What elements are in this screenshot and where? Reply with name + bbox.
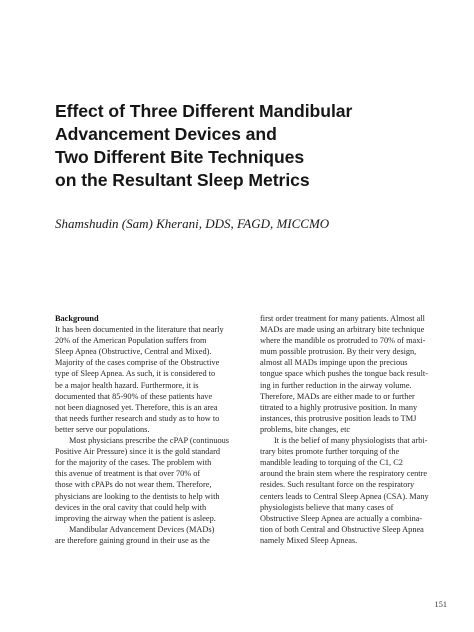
text-line: trary bites promote further torquing of the [260,447,400,457]
text-line: type of Sleep Apnea. As such, it is considered to [55,369,216,379]
left-column-body [55,324,237,546]
text-line: documented that 85-90% of these patients have [55,391,213,401]
text-line: Obstructive Sleep Apnea are actually a combina- [260,513,423,523]
text-line: Majority of the cases comprise of the Obstructive [55,358,220,368]
text-line: physicians are looking to the dentists to help with [55,491,220,501]
text-line: first order treatment for many patients. Almost all [260,314,425,323]
text-line: physiologists believe that many cases of [260,502,394,512]
title-line: Effect of Three Different Mandibular [55,101,353,121]
section-heading: Background [55,314,99,323]
text-line: not been diagnosed yet. Therefore, this is an area [55,402,218,412]
text-line: mandible leading to torquing of the C1, C2 [260,458,403,468]
text-line: be a major health hazard. Furthermore, it is [55,380,199,390]
text-line: MADs are made using an arbitrary bite technique [260,325,425,335]
text-line: better serve our populations. [55,424,150,434]
text-line: those with cPAPs do not wear them. Therefore, [55,480,212,490]
text-line: devices in the oral cavity that could help with [55,502,207,512]
text-line: tongue space which pushes the tongue back result- [260,369,428,379]
right-column [260,313,442,546]
text-line: around the brain stem where the respiratory centre [260,469,428,479]
text-line: Most physicians prescribe the cPAP (continuous [69,436,230,446]
page-number: 151 [434,600,447,609]
title-line: Two Different Bite Techniques [55,147,305,167]
right-column-body [260,313,442,546]
text-line: that needs further research and study as to how to [55,413,220,423]
text-line: resides. Such resultant force on the respiratory [260,480,415,490]
text-line: are therefore gaining ground in their use as the [55,535,210,545]
text-line: Therefore, MADs are either made to or further [260,391,415,401]
title-line: on the Resultant Sleep Metrics [55,170,310,190]
text-line: this avenue of treatment is that over 70% of [55,469,201,479]
text-line: improving the airway when the patient is asleep. [55,513,216,523]
text-line: Positive Air Pressure) since it is the gold standard [55,447,220,457]
author-byline: Shamshudin (Sam) Kherani, DDS, FAGD, MICCMO [55,216,330,231]
text-line: for the majority of the cases. The problem with [55,458,212,468]
text-line: It has been documented in the literature that nearly [55,325,224,335]
text-line: mum possible protrusion. By their very design, [260,347,417,357]
text-line: almost all MADs impinge upon the precious [260,358,408,368]
text-line: Mandibular Advancement Devices (MADs) [69,524,215,534]
text-line: Sleep Apnea (Obstructive, Central and Mixed). [55,347,212,357]
text-line: It is the belief of many physiologists that arbi- [274,436,428,446]
text-line: where the mandible os protruded to 70% of maxi- [260,336,426,346]
title-line: Advancement Devices and [55,124,277,144]
text-line: instances, this protrusive position leads to TMJ [260,413,417,423]
text-line: problems, bite changes, etc [260,424,351,434]
text-line: 20% of the American Population suffers from [55,336,207,346]
text-line: tion of both Central and Obstructive Sleep Apnea [260,524,424,534]
text-line: titrated to a highly protrusive position. In many [260,402,418,412]
left-column [55,313,237,546]
text-line: namely Mixed Sleep Apneas. [260,535,358,545]
article-title [55,100,455,192]
text-line: ing in further reduction in the airway volume. [260,380,412,390]
text-line: centers leads to Central Sleep Apnea (CSA). Many [260,491,429,501]
